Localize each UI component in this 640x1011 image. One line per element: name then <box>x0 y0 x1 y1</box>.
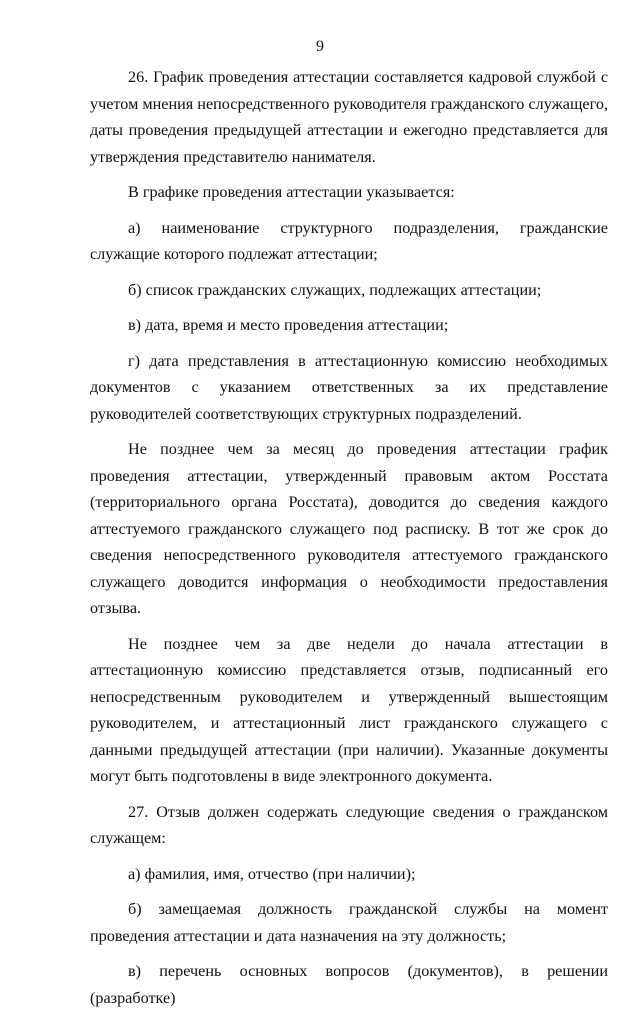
paragraph-two-weeks-review: Не позднее чем за две недели до начала аттестации в аттестационную комиссию представляется отзыв, подписанный его непосредственным руководителем и утвержденный вышестоящим руководителем, и аттестационный лист гражданского служащего с данными предыдущей аттестации (при наличии). Указанные документы могут быть подготовлены в виде электронного документа. <box>90 634 608 785</box>
paragraph-month-notice: Не позднее чем за месяц до проведения аттестации график проведения аттестации, утвержденный правовым актом Росстата (территориального органа Росстата), доводится до сведения каждого аттестуемого гражданского служащего под расписку. В тот же срок до сведения непосредственного руководителя аттестуемого гражданского служащего доводится информация о необходимости предоставления отзыва. <box>90 440 608 617</box>
page-number: 9 <box>316 38 324 55</box>
paragraph-27-review-contents: 27. Отзыв должен содержать следующие сведения о гражданском служащем: <box>90 802 608 847</box>
list-item-v-main-issues: в) перечень основных вопросов (документов), в решении (разработке) <box>90 962 608 1007</box>
paragraph-26-schedule: 26. График проведения аттестации составляется кадровой службой с учетом мнения непосредственного руководителя гражданского служащего, даты проведения предыдущей аттестации и ежегодно представляется для утверждения представителю нанимателя. <box>90 68 608 166</box>
list-item-b-position: б) замещаемая должность гражданской службы на момент проведения аттестации и дата назначения на эту должность; <box>90 900 608 945</box>
list-item-g-documents-date: г) дата представления в аттестационную комиссию необходимых документов с указанием ответственных за их представление руководителей соответствующих структурных подразделений. <box>90 351 608 423</box>
list-item-a-full-name: а) фамилия, имя, отчество (при наличии); <box>128 864 416 883</box>
list-item-v-date-time-place: в) дата, время и место проведения аттестации; <box>128 316 449 334</box>
document-body <box>90 64 608 1011</box>
list-item-b-employee-list: б) список гражданских служащих, подлежащих аттестации; <box>128 280 542 299</box>
list-item-a-division-name: а) наименование структурного подразделения, гражданские служащие которого подлежат аттестации; <box>90 218 608 263</box>
paragraph-schedule-contents-intro: В графике проведения аттестации указывается: <box>128 183 455 201</box>
